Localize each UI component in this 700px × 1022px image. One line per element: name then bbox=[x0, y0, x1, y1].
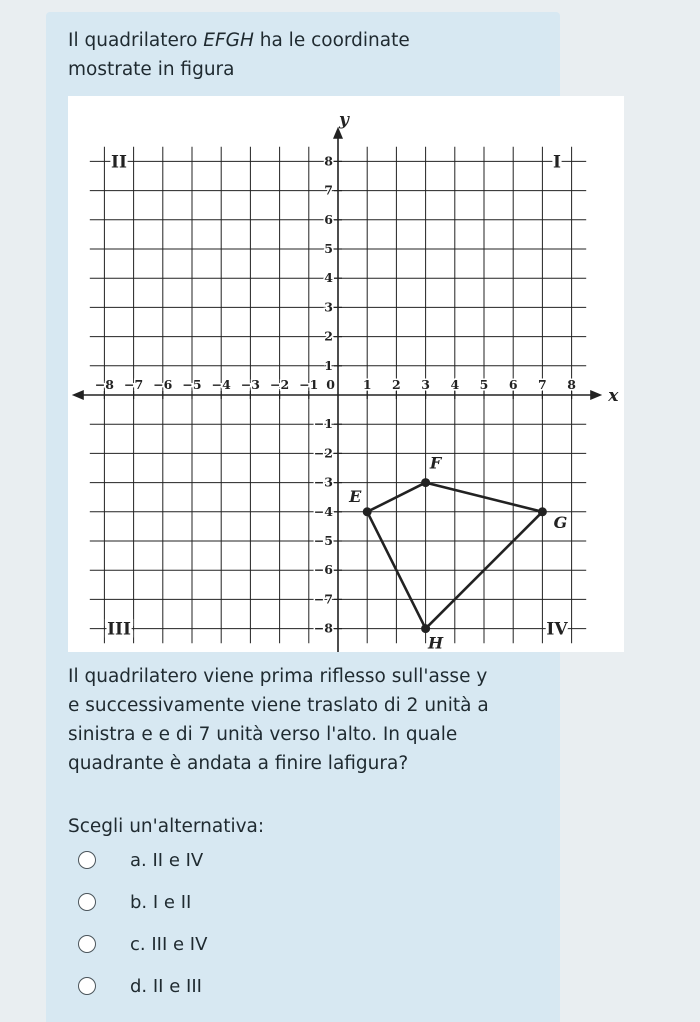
vertex-point bbox=[421, 478, 430, 487]
radio-button[interactable] bbox=[78, 935, 96, 953]
vertex-point bbox=[363, 507, 372, 516]
x-tick-label: −3 bbox=[240, 377, 260, 392]
y-tick-label: −7 bbox=[313, 591, 333, 607]
quadrant-label: III bbox=[107, 619, 131, 640]
coordinate-plane bbox=[68, 96, 624, 652]
intro-text-1: Il quadrilatero bbox=[68, 30, 204, 51]
x-axis-label: x bbox=[608, 386, 619, 406]
answer-prompt: Scegli un'alternativa: bbox=[68, 816, 265, 837]
option-d[interactable] bbox=[78, 971, 378, 1001]
option-label: c. III e IV bbox=[130, 933, 208, 955]
x-tick-label: 7 bbox=[538, 377, 547, 392]
x-tick-label: −6 bbox=[153, 377, 173, 392]
x-tick-label: −5 bbox=[182, 377, 202, 392]
y-tick-label: 7 bbox=[324, 182, 333, 198]
x-tick-label: 1 bbox=[362, 377, 372, 392]
coordinate-figure bbox=[68, 96, 624, 652]
y-tick-label: −4 bbox=[313, 503, 333, 519]
y-tick-label: 8 bbox=[324, 153, 333, 169]
y-tick-label: −8 bbox=[313, 620, 333, 636]
y-tick-label: −3 bbox=[313, 474, 333, 490]
vertex-label: H bbox=[428, 633, 444, 652]
x-tick-label: 4 bbox=[450, 377, 460, 392]
option-c[interactable] bbox=[78, 929, 378, 959]
x-tick-label: −7 bbox=[124, 377, 144, 392]
x-tick-label: 0 bbox=[326, 377, 335, 392]
question-body bbox=[68, 662, 548, 778]
body-line: sinistra e e di 7 unità verso l'alto. In quale bbox=[68, 724, 458, 745]
y-tick-label: 4 bbox=[324, 270, 333, 286]
x-tick-label: −1 bbox=[299, 377, 319, 392]
y-tick-label: −6 bbox=[313, 562, 333, 578]
x-tick-label: 3 bbox=[421, 377, 430, 392]
y-tick-label: 3 bbox=[324, 299, 333, 315]
x-tick-label: 5 bbox=[479, 377, 489, 392]
option-label: b. I e II bbox=[130, 891, 192, 913]
intro-text-3: mostrate in figura bbox=[68, 59, 235, 80]
y-tick-label: 1 bbox=[324, 357, 333, 373]
radio-button[interactable] bbox=[78, 977, 96, 995]
quadrant-label: II bbox=[111, 152, 127, 173]
radio-button[interactable] bbox=[78, 851, 96, 869]
vertex-label: G bbox=[553, 512, 568, 532]
y-tick-label: 2 bbox=[324, 328, 333, 344]
radio-button[interactable] bbox=[78, 893, 96, 911]
x-tick-label: 8 bbox=[567, 377, 576, 392]
vertex-label: E bbox=[349, 486, 362, 506]
x-axis-arrow-left bbox=[72, 390, 84, 400]
y-tick-label: −5 bbox=[313, 533, 333, 548]
x-tick-label: 6 bbox=[508, 377, 518, 392]
y-tick-label: −2 bbox=[313, 445, 333, 461]
quadrilateral-name: EFGH bbox=[203, 30, 254, 51]
option-label: d. II e III bbox=[130, 975, 202, 997]
x-axis-arrow-right bbox=[590, 390, 602, 400]
y-tick-label: 6 bbox=[324, 211, 333, 227]
x-tick-label: −8 bbox=[94, 377, 114, 392]
quadrant-label: I bbox=[553, 152, 561, 173]
vertex-label: F bbox=[429, 453, 442, 473]
y-axis-label: y bbox=[339, 109, 349, 130]
body-line: Il quadrilatero viene prima riflesso sull'asse y bbox=[68, 666, 488, 687]
intro-text-2: ha le coordinate bbox=[253, 30, 410, 51]
body-line: quadrante è andata a finire lafigura? bbox=[68, 753, 409, 774]
y-tick-label: −1 bbox=[313, 416, 333, 432]
vertex-point bbox=[421, 624, 430, 633]
option-a[interactable] bbox=[78, 845, 378, 875]
x-tick-label: −2 bbox=[270, 377, 290, 392]
x-tick-label: 2 bbox=[392, 377, 401, 392]
y-tick-label: 5 bbox=[324, 241, 333, 256]
question-intro bbox=[68, 26, 548, 84]
quadrant-label: IV bbox=[546, 619, 568, 640]
option-b[interactable] bbox=[78, 887, 378, 917]
option-label: a. II e IV bbox=[130, 849, 204, 871]
body-line: e successivamente viene traslato di 2 unità a bbox=[68, 695, 489, 716]
vertex-point bbox=[538, 507, 547, 516]
x-tick-label: −4 bbox=[211, 377, 231, 392]
